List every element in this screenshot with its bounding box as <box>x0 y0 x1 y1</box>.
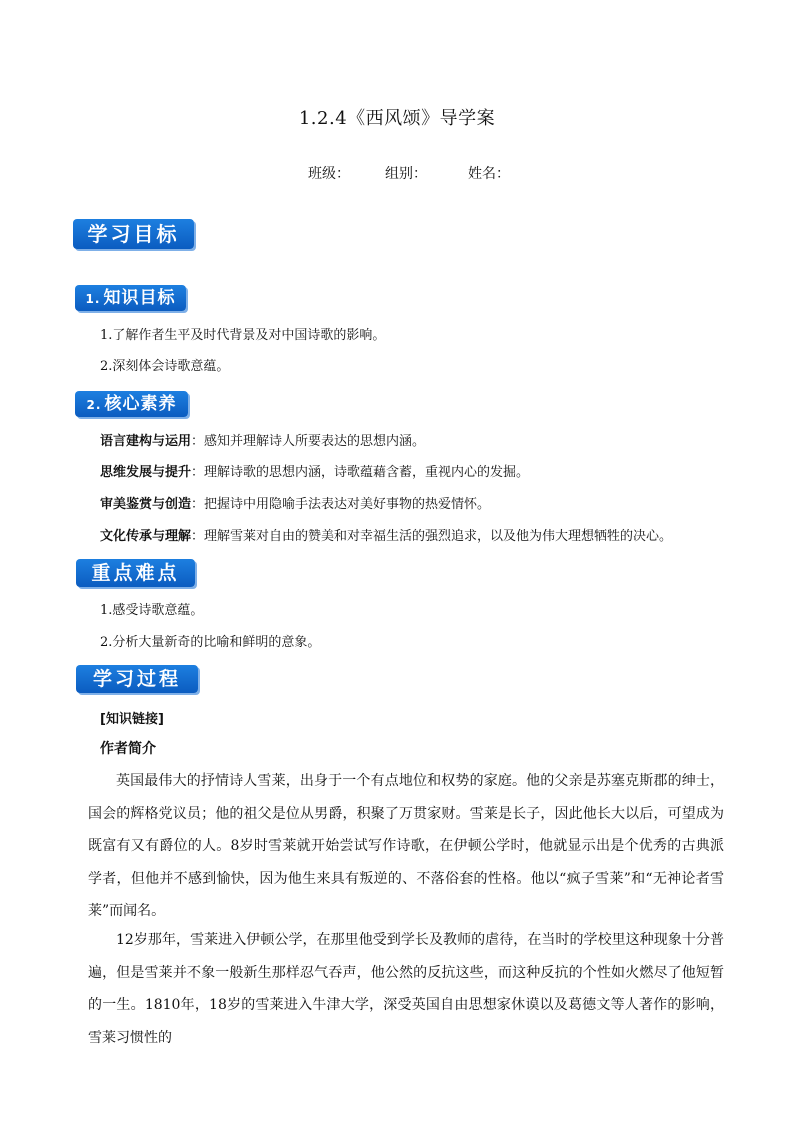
core-item-text: ：把握诗中用隐喻手法表达对美好事物的热爱情怀。 <box>191 497 491 512</box>
core-item <box>100 464 529 482</box>
key-item: 2.分析大量新奇的比喻和鲜明的意象。 <box>100 635 321 650</box>
class-label: 班级： <box>308 166 350 182</box>
core-item-label: 文化传承与理解 <box>100 529 192 544</box>
banner-number: 2. <box>86 398 102 412</box>
core-item-label: 语言建构与运用 <box>100 434 192 449</box>
knowledge-item: 1.了解作者生平及时代背景及对中国诗歌的影响。 <box>100 328 386 343</box>
banner-label: 核心素养 <box>104 394 177 414</box>
core-item <box>100 528 672 546</box>
group-label: 组别： <box>385 166 427 182</box>
banner-number: 1. <box>85 292 101 306</box>
core-item-label: 思维发展与提升 <box>100 465 192 480</box>
name-label: 姓名： <box>468 166 510 182</box>
section-banner-knowledge <box>75 285 186 311</box>
core-item-label: 审美鉴赏与创造 <box>100 497 192 512</box>
knowledge-link-label: [知识链接] <box>100 712 164 727</box>
page-title: 1.2.4《西风颂》导学案 <box>298 108 496 129</box>
section-banner-goals: 学习目标 <box>73 219 194 249</box>
knowledge-item: 2.深刻体会诗歌意蕴。 <box>100 359 230 374</box>
author-paragraph: 英国最伟大的抒情诗人雪莱，出身于一个有点地位和权势的家庭。他的父亲是苏塞克斯郡的绅士，国会的辉格党议员；他的祖父是位从男爵，积聚了万贯家财。雪莱是长子，因此他长大以后，可望成为既富有又有爵位的人。8岁时雪莱就开始尝试写作诗歌，在伊顿公学时，他就显示出是个优秀的古典派学者，但他并不感到愉快，因为他生来具有叛逆的、不落俗套的性格。他以“疯子雪莱”和“无神论者雪莱”而闻名。 <box>88 773 724 919</box>
core-item <box>100 496 490 514</box>
key-item: 1.感受诗歌意蕴。 <box>100 603 204 618</box>
author-heading: 作者简介 <box>100 741 156 757</box>
section-banner-key: 重点难点 <box>76 559 195 587</box>
banner-label: 知识目标 <box>103 288 176 308</box>
core-item-text: ：理解雪莱对自由的赞美和对幸福生活的强烈追求，以及他为伟大理想牺牲的决心。 <box>191 529 673 544</box>
author-paragraph: 12岁那年，雪莱进入伊顿公学，在那里他受到学长及教师的虐待，在当时的学校里这种现象十分普遍，但是雪莱并不象一般新生那样忍气吞声，他公然的反抗这些，而这种反抗的个性如火燃尽了他短暂的一生。1810年，18岁的雪莱进入牛津大学，深受英国自由思想家休谟以及葛德文等人著作的影响，雪莱习惯性的 <box>88 932 724 1046</box>
section-banner-core <box>75 391 188 417</box>
core-item <box>100 433 425 451</box>
core-item-text: ：感知并理解诗人所要表达的思想内涵。 <box>191 434 426 449</box>
core-item-text: ：理解诗歌的思想内涵，诗歌蕴藉含蓄，重视内心的发掘。 <box>191 465 530 480</box>
section-banner-process: 学习过程 <box>76 665 198 693</box>
